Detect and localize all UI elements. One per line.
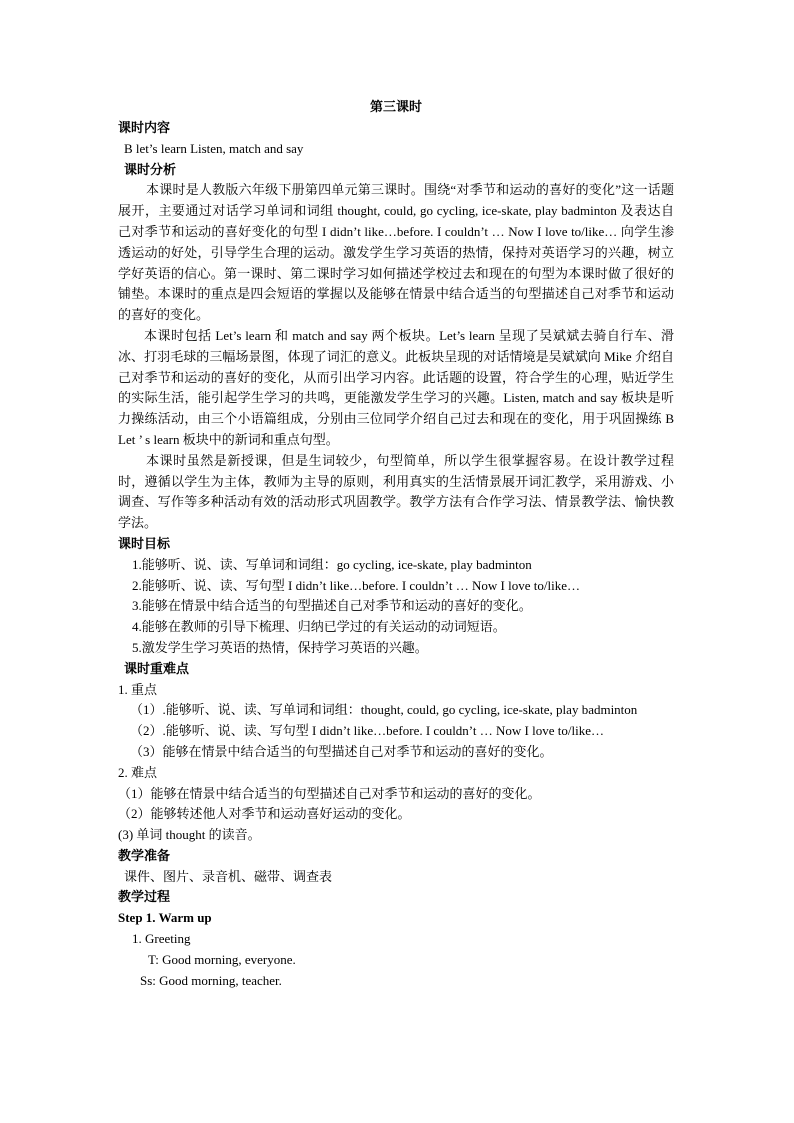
greeting-item: 1. Greeting [132,931,191,947]
document-page [118,96,674,991]
difficulty-item: （2）能够转述他人对季节和运动喜好运动的变化。 [118,806,411,822]
content-heading: 课时内容 [118,120,171,135]
dialog-students: Ss: Good morning, teacher. [140,972,282,988]
content-text: B let’s learn Listen, match and say [124,140,304,156]
goals-heading: 课时目标 [118,535,171,551]
analysis-heading: 课时分析 [124,161,177,177]
prep-heading: 教学准备 [118,847,171,863]
step-1-heading: Step 1. Warm up [118,910,212,926]
goal-item: 3.能够在情景中结合适当的句型描述自己对季节和运动的喜好的变化。 [132,598,532,614]
analysis-paragraph-1: 本课时是人教版六年级下册第四单元第三课时。围绕“对季节和运动的喜好的变化”这一话题展开，主要通过对话学习单词和词组 thought, could, go cycling, ice-skate, play badminton 及表达自己对季节和运动的喜好变化的句型 I didn’t like…before. I couldn’t … Now I love to/like… 向学生渗透运动的好处，引导学生合理的运动。激发学生学习英语的热情，保持对英语学习的兴趣，树立学好英语的信心。第一课时、第二课时学习如何描述学校过去和现在的句型为本课时做了很好的铺垫。本课时的重点是四会短语的掌握以及能够在情景中结合适当的句型描述自己对季节和运动的喜好的变化。 [118,182,674,323]
difficulty-item: （1）能够在情景中结合适当的句型描述自己对季节和运动的喜好的变化。 [118,785,541,801]
analysis-paragraph-3: 本课时虽然是新授课，但是生词较少，句型简单，所以学生很掌握容易。在设计教学过程时，遵循以学生为主体，教师为主导的原则，利用真实的生活情景展开词汇教学，采用游戏、小调查、写作等多种活动有效的活动形式巩固教学。教学方法有合作学习法、情景教学法、愉快教学法。 [118,452,674,531]
difficulty-item: (3) 单词 thought 的读音。 [118,827,261,843]
key-label: 1. 重点 [118,681,158,697]
analysis-paragraph-2: 本课时包括 Let’s learn 和 match and say 两个板块。Let’s learn 呈现了吴斌斌去骑自行车、滑冰、打羽毛球的三幅场景图，体现了词汇的意义。此板块呈现的对话情境是吴斌斌向 Mike 介绍自己对季节和运动的喜好的变化，从而引出学习内容。此话题的设置，符合学生的心理，贴近学生的实际生活，能引起学生学习的共鸣，更能激发学生学习的兴趣。Listen, match and say 板块是听力操练活动，由三个小语篇组成，分别由三位同学介绍自己过去和现在的变化，用于巩固操练 B Let ’ s learn 板块中的新词和重点句型。 [118,327,674,447]
dialog-teacher: T: Good morning, everyone. [148,951,296,967]
goal-item: 5.激发学生学习英语的热情，保持学习英语的兴趣。 [132,639,428,655]
page-title: 第三课时 [369,99,422,114]
difficulty-label: 2. 难点 [118,764,158,780]
keypoints-heading: 课时重难点 [124,660,190,676]
goal-item: 2.能够听、说、读、写句型 I didn’t like…before. I couldn’t … Now I love to/like… [132,577,580,593]
process-heading: 教学过程 [118,889,171,905]
key-item: （2）.能够听、说、读、写句型 I didn’t like…before. I couldn’t … Now I love to/like… [130,723,604,739]
goal-item: 4.能够在教师的引导下梳理、归纳已学过的有关运动的动词短语。 [132,619,506,635]
key-item: （1）.能够听、说、读、写单词和词组：thought, could, go cycling, ice-skate, play badminton [130,702,638,718]
prep-text: 课件、图片、录音机、磁带、调查表 [124,868,333,884]
goal-item: 1.能够听、说、读、写单词和词组：go cycling, ice-skate, play badminton [132,556,532,572]
key-item: （3）能够在情景中结合适当的句型描述自己对季节和运动的喜好的变化。 [130,743,553,759]
